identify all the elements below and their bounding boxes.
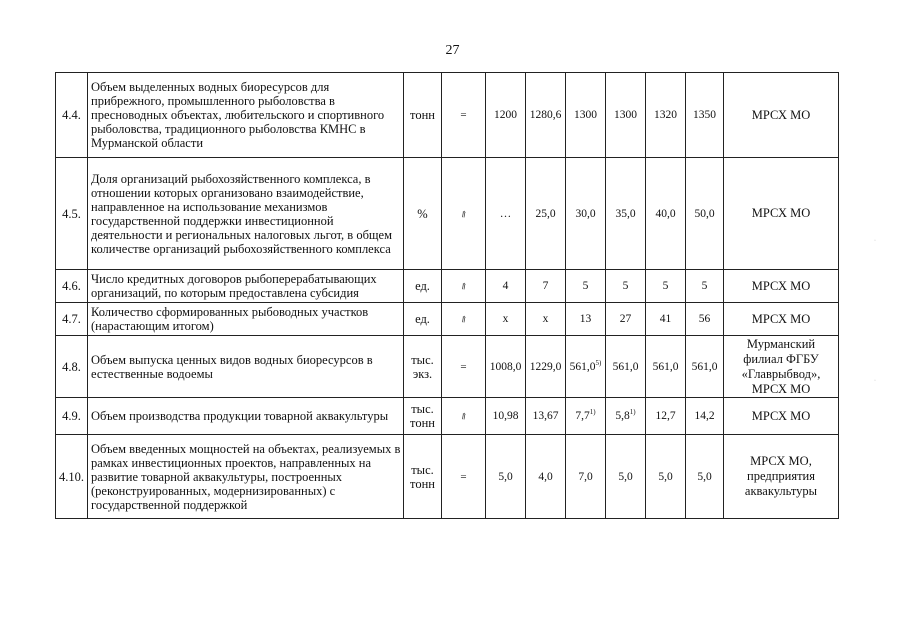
value-2022: 14,2 bbox=[686, 398, 724, 435]
value-2018: 25,0 bbox=[526, 158, 566, 270]
row-number: 4.9. bbox=[56, 398, 88, 435]
value-2022: 1350 bbox=[686, 73, 724, 158]
value-2020 bbox=[606, 158, 646, 270]
unit-of-measure: ед. bbox=[404, 270, 442, 303]
value-2019 bbox=[566, 435, 606, 519]
value-2021: 561,0 bbox=[646, 336, 686, 398]
value-2021: 40,0 bbox=[646, 158, 686, 270]
trend-cell bbox=[442, 73, 486, 158]
table-row bbox=[56, 158, 839, 270]
value-2020 bbox=[606, 73, 646, 158]
indicator-description: Объем выделенных водных биоресурсов для прибрежного, промышленного рыболовства в пресноводных объектах, любительского и спортивного рыболовства, традиционного рыболовства КМНС в Мурманской области bbox=[88, 73, 404, 158]
value-2021: 1320 bbox=[646, 73, 686, 158]
value-2018: 7 bbox=[526, 270, 566, 303]
equals-icon: = bbox=[460, 109, 467, 121]
value-text: 1300 bbox=[614, 109, 637, 121]
equals-icon: = bbox=[460, 470, 467, 483]
value-text: 561,0 bbox=[569, 360, 596, 373]
responsible-executor: Мурманский филиал ФГБУ «Главрыбвод», МРСХ МО bbox=[724, 336, 839, 398]
indicator-description: Объем производства продукции товарной аквакультуры bbox=[88, 398, 404, 435]
value-2017: 4 bbox=[486, 270, 526, 303]
value-2018: 4,0 bbox=[526, 435, 566, 519]
row-number: 4.4. bbox=[56, 73, 88, 158]
value-2017: 10,98 bbox=[486, 398, 526, 435]
value-text: 561,0 bbox=[612, 360, 639, 373]
responsible-executor: МРСХ МО bbox=[724, 270, 839, 303]
unit-of-measure: тонн bbox=[404, 73, 442, 158]
trend-cell bbox=[442, 270, 486, 303]
footnote-marker: 5) bbox=[595, 358, 602, 367]
value-2017: … bbox=[486, 158, 526, 270]
value-2019 bbox=[566, 398, 606, 435]
table-body bbox=[56, 73, 839, 519]
unit-of-measure: ед. bbox=[404, 303, 442, 336]
row-number: 4.5. bbox=[56, 158, 88, 270]
value-text: 7,0 bbox=[578, 470, 593, 483]
trend-cell bbox=[442, 398, 486, 435]
value-2018: х bbox=[526, 303, 566, 336]
equals-icon: = bbox=[460, 360, 467, 373]
value-text: 5,0 bbox=[618, 470, 633, 483]
arrow-up-right-icon: ⇗ bbox=[457, 409, 470, 423]
value-2020 bbox=[606, 303, 646, 336]
scan-dot: · bbox=[874, 378, 876, 384]
footnote-marker: 1) bbox=[589, 408, 596, 417]
value-text: 13 bbox=[579, 313, 592, 325]
value-text: 5 bbox=[582, 280, 589, 292]
value-text: 30,0 bbox=[575, 207, 596, 220]
indicators-table bbox=[55, 72, 839, 519]
page-number: 27 bbox=[445, 43, 460, 58]
value-2020 bbox=[606, 435, 646, 519]
value-text: 5,8 bbox=[615, 410, 630, 422]
row-number: 4.6. bbox=[56, 270, 88, 303]
value-2018: 13,67 bbox=[526, 398, 566, 435]
value-2018: 1280,6 bbox=[526, 73, 566, 158]
table-row bbox=[56, 435, 839, 519]
table-row bbox=[56, 398, 839, 435]
value-text: 7,7 bbox=[575, 410, 590, 422]
table-row bbox=[56, 303, 839, 336]
value-2017: 5,0 bbox=[486, 435, 526, 519]
responsible-executor: МРСХ МО bbox=[724, 73, 839, 158]
value-2022: 56 bbox=[686, 303, 724, 336]
value-2022: 561,0 bbox=[686, 336, 724, 398]
row-number: 4.10. bbox=[56, 435, 88, 519]
arrow-up-right-icon: ⇗ bbox=[457, 312, 470, 326]
value-2020 bbox=[606, 336, 646, 398]
value-2018: 1229,0 bbox=[526, 336, 566, 398]
arrow-up-right-icon: ⇗ bbox=[457, 207, 470, 220]
value-2022: 50,0 bbox=[686, 158, 724, 270]
value-2017: 1200 bbox=[486, 73, 526, 158]
value-2019 bbox=[566, 303, 606, 336]
value-2020 bbox=[606, 398, 646, 435]
indicator-description: Число кредитных договоров рыбоперерабатывающих организаций, по которым предоставлена субсидия bbox=[88, 270, 404, 303]
value-text: 35,0 bbox=[615, 207, 636, 220]
trend-cell bbox=[442, 336, 486, 398]
trend-cell bbox=[442, 435, 486, 519]
table-row bbox=[56, 270, 839, 303]
trend-cell bbox=[442, 303, 486, 336]
footnote-marker: 1) bbox=[629, 408, 636, 417]
row-number: 4.7. bbox=[56, 303, 88, 336]
value-2022: 5,0 bbox=[686, 435, 724, 519]
value-2017: 1008,0 bbox=[486, 336, 526, 398]
value-2017: х bbox=[486, 303, 526, 336]
value-2019 bbox=[566, 336, 606, 398]
responsible-executor: МРСХ МО bbox=[724, 158, 839, 270]
indicator-description: Объем выпуска ценных видов водных биоресурсов в естественные водоемы bbox=[88, 336, 404, 398]
value-text: 27 bbox=[619, 313, 632, 325]
arrow-up-right-icon: ⇗ bbox=[457, 279, 470, 293]
indicator-description: Доля организаций рыбохозяйственного комплекса, в отношении которых организовано взаимодействие, направленное на использование механизмов государственной поддержки инвестиционной деятельности и региональных налоговых льгот, в общем количестве организаций рыбохозяйственного комплекса bbox=[88, 158, 404, 270]
trend-cell bbox=[442, 158, 486, 270]
responsible-executor: МРСХ МО bbox=[724, 398, 839, 435]
scan-dot: · bbox=[874, 238, 876, 244]
table-row bbox=[56, 336, 839, 398]
value-2021: 41 bbox=[646, 303, 686, 336]
table-row bbox=[56, 73, 839, 158]
value-2020 bbox=[606, 270, 646, 303]
indicator-description: Количество сформированных рыбоводных участков (нарастающим итогом) bbox=[88, 303, 404, 336]
unit-of-measure: тыс. экз. bbox=[404, 336, 442, 398]
value-2021: 5 bbox=[646, 270, 686, 303]
unit-of-measure: % bbox=[404, 158, 442, 270]
responsible-executor: МРСХ МО, предприятия аквакультуры bbox=[724, 435, 839, 519]
value-text: 1300 bbox=[574, 109, 597, 121]
value-2019 bbox=[566, 158, 606, 270]
value-2019 bbox=[566, 73, 606, 158]
row-number: 4.8. bbox=[56, 336, 88, 398]
unit-of-measure: тыс. тонн bbox=[404, 398, 442, 435]
value-2022: 5 bbox=[686, 270, 724, 303]
value-2021: 12,7 bbox=[646, 398, 686, 435]
indicator-description: Объем введенных мощностей на объектах, реализуемых в рамках инвестиционных проектов, направленных на развитие товарной аквакультуры, построенных (реконструированных, модернизированных) с государственной поддержкой bbox=[88, 435, 404, 519]
value-text: 5 bbox=[622, 280, 629, 292]
responsible-executor: МРСХ МО bbox=[724, 303, 839, 336]
value-2019 bbox=[566, 270, 606, 303]
unit-of-measure: тыс. тонн bbox=[404, 435, 442, 519]
value-2021: 5,0 bbox=[646, 435, 686, 519]
